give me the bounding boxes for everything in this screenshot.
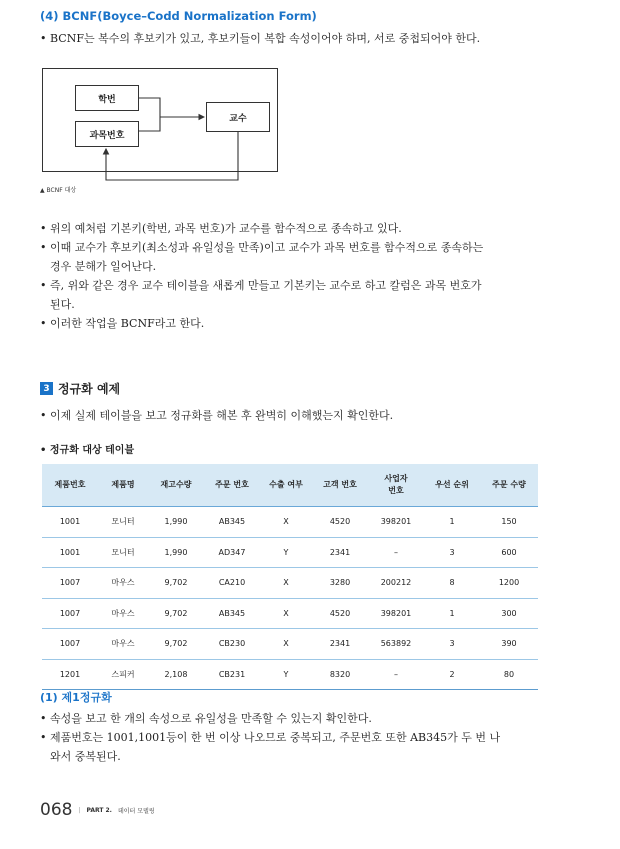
- table-cell: 1007: [42, 568, 98, 599]
- table-cell: CB230: [204, 629, 260, 660]
- footer-part: PART 2.: [86, 806, 112, 814]
- table-cell: 2: [424, 659, 480, 690]
- table-cell: 3: [424, 537, 480, 568]
- table-cell: 563892: [368, 629, 424, 660]
- table-cell: 마우스: [98, 598, 148, 629]
- diagram-arrows: [0, 0, 620, 200]
- table-cell: 1007: [42, 598, 98, 629]
- table-header-cell: 고객 번호: [312, 464, 368, 507]
- bracket-line: [138, 98, 160, 131]
- table-cell: CB231: [204, 659, 260, 690]
- table-cell: X: [260, 629, 312, 660]
- first-nf-bullet-2-cont: 와서 중복된다.: [50, 750, 121, 763]
- table-header-cell: 수출 여부: [260, 464, 312, 507]
- table-cell: 8: [424, 568, 480, 599]
- diagram-box-student-id: 학번: [75, 85, 139, 111]
- table-cell: 1200: [480, 568, 538, 599]
- table-cell: 398201: [368, 598, 424, 629]
- table-cell: 모니터: [98, 537, 148, 568]
- table-cell: AD347: [204, 537, 260, 568]
- explain-bullet-2: • 이때 교수가 후보키(최소성과 유일성을 만족)이고 교수가 과목 번호를 함수적으로 종속하는: [40, 238, 483, 257]
- table-cell: Y: [260, 659, 312, 690]
- table-cell: 9,702: [148, 629, 204, 660]
- table-cell: 150: [480, 507, 538, 538]
- explanation-list: [40, 219, 483, 333]
- first-nf-list: [40, 709, 500, 766]
- table-cell: 390: [480, 629, 538, 660]
- table-cell: 1: [424, 598, 480, 629]
- page-number: 068: [40, 800, 73, 820]
- first-nf-heading: (1) 제1정규화: [40, 691, 112, 704]
- table-cell: 3280: [312, 568, 368, 599]
- table-cell: 스피커: [98, 659, 148, 690]
- table-cell: 모니터: [98, 507, 148, 538]
- explain-bullet-1: • 위의 예처럼 기본키(학번, 과목 번호)가 교수를 함수적으로 종속하고 있다.: [40, 219, 483, 238]
- table-cell: 1001: [42, 537, 98, 568]
- table-cell: 200212: [368, 568, 424, 599]
- table-cell: 1: [424, 507, 480, 538]
- table-cell: 4520: [312, 598, 368, 629]
- table-header-cell: 재고수량: [148, 464, 204, 507]
- bullet-text: • BCNF는 복수의 후보키가 있고, 후보키들이 복합 속성이어야 하며, 서로 중첩되어야 한다.: [40, 29, 480, 48]
- table-cell: 2,108: [148, 659, 204, 690]
- table-cell: AB345: [204, 598, 260, 629]
- table-cell: 398201: [368, 507, 424, 538]
- table-row: [42, 507, 538, 538]
- table-header-cell: 주문 번호: [204, 464, 260, 507]
- table-label: • 정규화 대상 테이블: [40, 445, 135, 456]
- table-cell: 3: [424, 629, 480, 660]
- table-cell: 600: [480, 537, 538, 568]
- table-cell: 80: [480, 659, 538, 690]
- table-row: [42, 598, 538, 629]
- table-cell: 300: [480, 598, 538, 629]
- first-nf-bullet-1: • 속성을 보고 한 개의 속성으로 유일성을 만족할 수 있는지 확인한다.: [40, 709, 500, 728]
- table-cell: 2341: [312, 629, 368, 660]
- table-cell: 1007: [42, 629, 98, 660]
- diagram-caption: ▲ BCNF 대상: [40, 187, 77, 194]
- table-cell: 1001: [42, 507, 98, 538]
- table-cell: X: [260, 568, 312, 599]
- page-footer: 068 | PART 2. 데이터 모델링: [40, 800, 155, 820]
- table-cell: 9,702: [148, 568, 204, 599]
- table-cell: AB345: [204, 507, 260, 538]
- normalization-table: [42, 464, 538, 690]
- explain-bullet-4: • 이러한 작업을 BCNF라고 한다.: [40, 314, 483, 333]
- diagram-box-professor: 교수: [206, 102, 270, 132]
- explain-bullet-3-cont: 된다.: [50, 298, 75, 311]
- example-intro: [40, 406, 393, 425]
- explain-bullet-3: • 즉, 위와 같은 경우 교수 테이블을 새롭게 만들고 기본키는 교수로 하고 칼럼은 과목 번호가: [40, 276, 483, 295]
- bullet-text: • 이제 실제 테이블을 보고 정규화를 해본 후 완벽히 이해했는지 확인한다.: [40, 406, 393, 425]
- table-row: [42, 659, 538, 690]
- table-cell: Y: [260, 537, 312, 568]
- table-cell: 9,702: [148, 598, 204, 629]
- table-cell: X: [260, 598, 312, 629]
- table-cell: 1,990: [148, 537, 204, 568]
- table-row: [42, 537, 538, 568]
- diagram-box-course-no: 과목번호: [75, 121, 139, 147]
- table-header-cell: 사업자 번호: [368, 464, 424, 507]
- table-cell: 2341: [312, 537, 368, 568]
- section-heading-example: [40, 380, 120, 397]
- table-cell: 마우스: [98, 629, 148, 660]
- explain-bullet-2-cont: 경우 분해가 일어난다.: [50, 260, 157, 273]
- footer-title: 데이터 모델링: [117, 807, 155, 815]
- table-cell: 1,990: [148, 507, 204, 538]
- table-header-row: [42, 464, 538, 507]
- section-title: 정규화 예제: [58, 382, 121, 396]
- table-header-cell: 제품명: [98, 464, 148, 507]
- first-nf-bullet-2: • 제품번호는 1001,1001등이 한 번 이상 나오므로 중복되고, 주문번호 또한 AB345가 두 번 나: [40, 728, 500, 747]
- table-cell: –: [368, 659, 424, 690]
- arrow-professor-to-course: [106, 132, 238, 180]
- table-header-cell: 우선 순위: [424, 464, 480, 507]
- table-cell: 4520: [312, 507, 368, 538]
- table-cell: 1201: [42, 659, 98, 690]
- section-heading-bcnf: (4) BCNF(Boyce–Codd Normalization Form): [40, 9, 317, 23]
- section-number-badge: 3: [40, 382, 53, 395]
- table-cell: X: [260, 507, 312, 538]
- table-header-cell: 제품번호: [42, 464, 98, 507]
- table-cell: 8320: [312, 659, 368, 690]
- table-cell: –: [368, 537, 424, 568]
- table-row: [42, 629, 538, 660]
- table-cell: 마우스: [98, 568, 148, 599]
- table-cell: CA210: [204, 568, 260, 599]
- table-row: [42, 568, 538, 599]
- table-body: [42, 507, 538, 690]
- table-header-cell: 주문 수량: [480, 464, 538, 507]
